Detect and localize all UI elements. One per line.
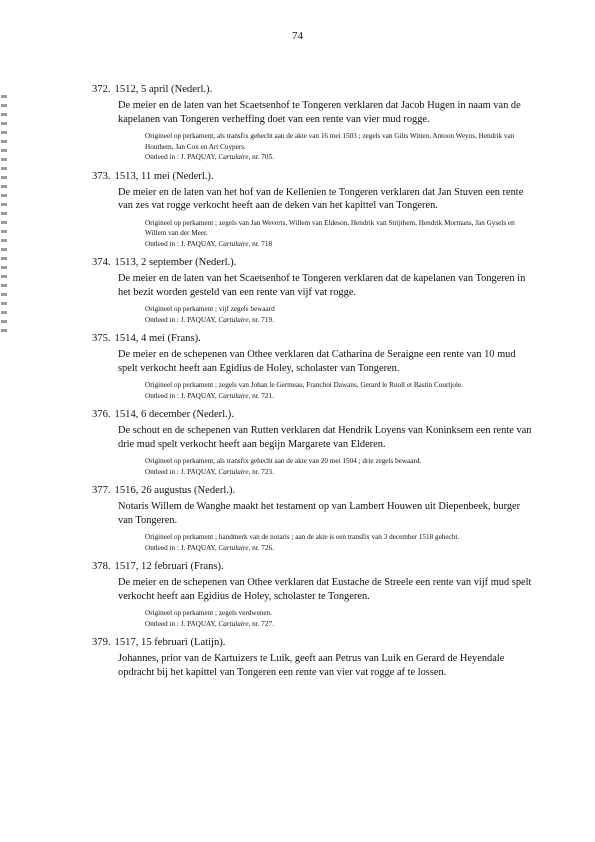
source-item-number: nr. 726. [252, 543, 274, 552]
source-prefix: Ontleed in : J. PAQUAY, [145, 391, 217, 400]
entry-heading [92, 408, 532, 421]
regest-entry [92, 256, 532, 325]
entry-number: 375. [92, 333, 111, 344]
entry-summary: De meier en de schepenen van Othee verklaren dat Catharina de Seraigne een rente van 10 mud spelt verkocht heeft aan Egidius de Holey, scholaster van Tongeren. [118, 349, 516, 374]
source-work-title: Cartulaire, [218, 153, 251, 161]
entry-summary: Notaris Willem de Wanghe maakt het testament op van Lambert Houwen uit Diepenbeek, burger van Tongeren. [118, 501, 521, 526]
entry-source-notes [145, 304, 532, 325]
entry-summary: De meier en de schepenen van Othee verklaren dat Eustache de Streele een rente van vijf mud spelt verkocht heeft aan Egidius de Holey, scholaster te Tongeren. [118, 577, 532, 602]
source-work-title: Cartulaire, [218, 315, 251, 324]
regest-entry [92, 170, 532, 250]
source-reference [145, 239, 532, 250]
original-description: Origineel op perkament ; zegels verdwenen. [145, 609, 272, 617]
original-description: Origineel op perkament ; zegels van Jan Weverts, Willem van Eldeson, Hendrik van Strijthem, Hendrik Mormans, Jan Gysels en Willem van der Meer. [145, 218, 515, 237]
entry-date: 1517, 12 februari (Frans). [114, 561, 224, 572]
binding-margin-mark [1, 95, 7, 335]
source-work-title: Cartulaire, [218, 467, 251, 476]
entry-source-notes [145, 532, 532, 553]
source-prefix: Ontleed in : J. PAQUAY, [145, 467, 217, 476]
source-item-number: nr. 721. [252, 391, 274, 400]
entry-summary: De meier en de laten van het Scaetsenhof te Tongeren verklaren dat de kapelanen van Tongeren in het bezit worden gesteld van een rente van vijf vat rogge. [118, 273, 526, 298]
entry-source-notes [145, 380, 532, 401]
regest-entry [92, 484, 532, 553]
regest-entry [92, 332, 532, 401]
regest-entry [92, 560, 532, 629]
entry-date: 1513, 2 september (Nederl.). [114, 257, 237, 268]
page-number: 74 [292, 30, 303, 42]
source-prefix: Ontleed in : J. PAQUAY, [145, 153, 217, 161]
source-reference [145, 543, 532, 554]
entry-number: 377. [92, 485, 111, 496]
original-description: Origineel op perkament ; vijf zegels bewaard [145, 305, 275, 313]
entry-date: 1516, 26 augustus (Nederl.). [114, 485, 236, 496]
original-description: Origineel op perkament ; handmerk van de notaris ; aan de akte is een transfix van 3 december 1518 gehecht. [145, 533, 460, 541]
regest-list [92, 83, 532, 686]
source-reference [145, 467, 532, 478]
regest-entry [92, 83, 532, 163]
source-item-number: nr. 723. [252, 467, 274, 476]
source-item-number: nr. 718 [252, 239, 273, 248]
entry-summary: Johannes, prior van de Kartuizers te Luik, geeft aan Petrus van Luik en Gerard de Heyendale opdracht bij het kapittel van Tongeren een rente van vier vat rogge af te lossen. [118, 653, 505, 678]
entry-source-notes [145, 456, 532, 477]
source-reference [145, 315, 532, 326]
entry-date: 1512, 5 april (Nederl.). [114, 84, 213, 95]
entry-heading [92, 560, 532, 573]
entry-date: 1517, 15 februari (Latijn). [114, 637, 226, 648]
source-item-number: nr. 719. [252, 315, 274, 324]
entry-summary: De meier en de laten van het hof van de Kellenien te Tongeren verklaren dat Jan Stuven een rente van zes vat rogge verkocht heeft aan de deken van het kapittel van Tongeren. [118, 186, 524, 211]
entry-heading [92, 484, 532, 497]
source-prefix: Ontleed in : J. PAQUAY, [145, 543, 217, 552]
source-item-number: nr. 705. [252, 153, 274, 161]
entry-heading [92, 83, 532, 96]
entry-number: 374. [92, 257, 111, 268]
source-reference [145, 619, 532, 630]
original-description: Origineel op perkament, als transfix gehecht aan de akte van 20 mei 1504 ; drie zegels bewaard. [145, 457, 422, 465]
regest-entry [92, 408, 532, 477]
source-reference [145, 391, 532, 402]
entry-date: 1513, 11 mei (Nederl.). [114, 170, 214, 182]
entry-source-notes [145, 608, 532, 629]
entry-source-notes [145, 131, 532, 163]
original-description: Origineel op perkament, als transfix gehecht aan de akte van 16 mei 1503 ; zegels van Gilis Witten, Antoon Weyns, Hendrik van Houthem, Jan Cox en Art Cuypers. [145, 132, 515, 151]
entry-source-notes [145, 218, 532, 250]
entry-number: 373. [92, 170, 111, 182]
entry-number: 379. [92, 637, 111, 648]
source-work-title: Cartulaire, [218, 391, 251, 400]
entry-summary: De meier en de laten van het Scaetsenhof te Tongeren verklaren dat Jacob Hugen in naam van de kapelanen van Tongeren verheffing doet van een rente van vier mud rogge. [118, 100, 521, 125]
source-work-title: Cartulaire, [218, 239, 251, 248]
source-work-title: Cartulaire, [218, 543, 251, 552]
original-description: Origineel op perkament ; zegels van Johan le Germeau, Franchoi Dawans, Gerard le Ruoll et Bastin Courtjole. [145, 381, 463, 389]
entry-summary: De schout en de schepenen van Rutten verklaren dat Hendrik Loyens van Koninksem een rente van drie mud spelt verkocht heeft aan begijn Margarete van Elderen. [118, 425, 532, 450]
source-prefix: Ontleed in : J. PAQUAY, [145, 239, 217, 248]
entry-date: 1514, 6 december (Nederl.). [114, 409, 234, 420]
source-prefix: Ontleed in : J. PAQUAY, [145, 619, 217, 628]
source-prefix: Ontleed in : J. PAQUAY, [145, 315, 217, 324]
source-item-number: nr. 727. [252, 619, 274, 628]
entry-number: 376. [92, 409, 111, 420]
source-reference [145, 152, 532, 163]
entry-heading [92, 170, 532, 183]
entry-heading [92, 332, 532, 345]
regest-entry [92, 636, 532, 679]
entry-heading [92, 636, 532, 649]
entry-number: 372. [92, 84, 111, 95]
entry-date: 1514, 4 mei (Frans). [114, 333, 201, 344]
entry-heading [92, 256, 532, 269]
entry-number: 378. [92, 561, 111, 572]
source-work-title: Cartulaire, [218, 619, 251, 628]
